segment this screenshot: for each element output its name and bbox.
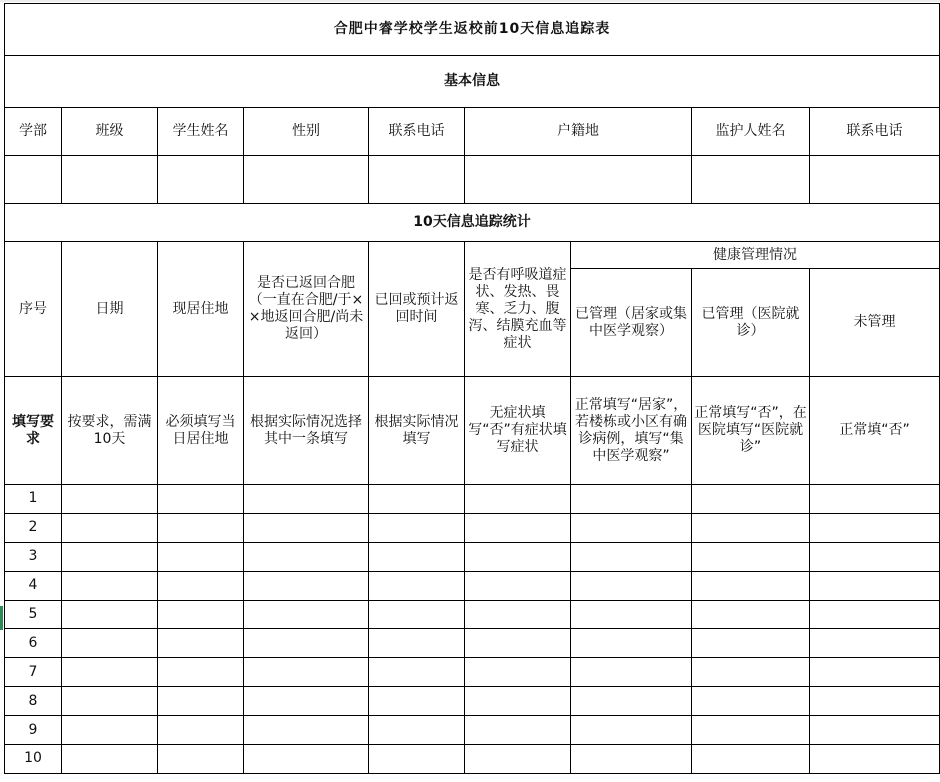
entry-cell[interactable] xyxy=(244,658,369,687)
input-guardian-name[interactable] xyxy=(692,156,810,204)
entry-cell[interactable] xyxy=(571,600,692,629)
req-date[interactable]: 按要求，需满10天 xyxy=(62,377,158,485)
row-number[interactable]: 3 xyxy=(5,542,62,571)
entry-cell[interactable] xyxy=(62,513,158,542)
entry-cell[interactable] xyxy=(810,485,940,514)
input-class[interactable] xyxy=(62,156,158,204)
entry-cell[interactable] xyxy=(465,513,571,542)
entry-cell[interactable] xyxy=(692,513,810,542)
entry-cell[interactable] xyxy=(244,745,369,774)
row-number[interactable]: 8 xyxy=(5,687,62,716)
header-symptoms[interactable]: 是否有呼吸道症状、发热、畏寒、乏力、腹泻、结膜充血等症状 xyxy=(465,242,571,377)
table-row xyxy=(5,716,940,745)
req-managed-home[interactable]: 正常填写“居家”，若楼栋或小区有确诊病例，填写“集中医学观察” xyxy=(571,377,692,485)
entry-cell[interactable] xyxy=(62,629,158,658)
entry-cell[interactable] xyxy=(244,629,369,658)
entry-cell[interactable] xyxy=(158,542,244,571)
req-managed-hospital[interactable]: 正常填写“否”，在医院填写“医院就诊” xyxy=(692,377,810,485)
entry-cell[interactable] xyxy=(62,571,158,600)
req-returned[interactable]: 根据实际情况选择其中一条填写 xyxy=(244,377,369,485)
entry-cell[interactable] xyxy=(692,571,810,600)
entry-cell[interactable] xyxy=(465,571,571,600)
entry-cell[interactable] xyxy=(692,542,810,571)
input-phone[interactable] xyxy=(369,156,465,204)
entry-cell[interactable] xyxy=(810,745,940,774)
entry-cell[interactable] xyxy=(571,745,692,774)
entry-cell[interactable] xyxy=(62,658,158,687)
entry-cell[interactable] xyxy=(369,485,465,514)
table-row xyxy=(5,485,940,514)
entry-cell[interactable] xyxy=(571,629,692,658)
entry-cell[interactable] xyxy=(158,629,244,658)
entry-cell[interactable] xyxy=(692,687,810,716)
row-number[interactable]: 7 xyxy=(5,658,62,687)
entry-cell[interactable] xyxy=(692,716,810,745)
entry-cell[interactable] xyxy=(158,571,244,600)
basic-input-row xyxy=(5,156,940,204)
entry-cell[interactable] xyxy=(158,687,244,716)
entry-cell[interactable] xyxy=(571,542,692,571)
entry-cell[interactable] xyxy=(692,485,810,514)
entry-cell[interactable] xyxy=(369,542,465,571)
entry-cell[interactable] xyxy=(158,485,244,514)
entry-cell[interactable] xyxy=(62,485,158,514)
entry-cell[interactable] xyxy=(465,485,571,514)
entry-cell[interactable] xyxy=(692,600,810,629)
row-number[interactable]: 5 xyxy=(5,600,62,629)
header-return-time[interactable]: 已回或预计返回时间 xyxy=(369,242,465,377)
header-returned[interactable]: 是否已返回合肥（一直在合肥/于××地返回合肥/尚未返回） xyxy=(244,242,369,377)
entry-cell[interactable] xyxy=(369,687,465,716)
header-health-management[interactable]: 健康管理情况 xyxy=(571,242,940,269)
entry-cell[interactable] xyxy=(369,716,465,745)
header-division[interactable]: 学部 xyxy=(5,108,62,156)
entry-cell[interactable] xyxy=(244,542,369,571)
entry-cell[interactable] xyxy=(369,629,465,658)
header-gender[interactable]: 性别 xyxy=(244,108,369,156)
tracking-form-table xyxy=(4,3,940,774)
row-selection-marker xyxy=(0,606,3,630)
entry-cell[interactable] xyxy=(465,658,571,687)
entry-cell[interactable] xyxy=(810,629,940,658)
requirements-label[interactable]: 填写要求 xyxy=(5,377,62,485)
entry-cell[interactable] xyxy=(465,745,571,774)
entry-cell[interactable] xyxy=(571,485,692,514)
entry-cell[interactable] xyxy=(810,600,940,629)
entry-cell[interactable] xyxy=(62,542,158,571)
row-number[interactable]: 4 xyxy=(5,571,62,600)
input-division[interactable] xyxy=(5,156,62,204)
row-number[interactable]: 2 xyxy=(5,513,62,542)
entry-cell[interactable] xyxy=(158,513,244,542)
entry-cell[interactable] xyxy=(62,600,158,629)
input-guardian-phone[interactable] xyxy=(810,156,940,204)
entry-cell[interactable] xyxy=(571,716,692,745)
entry-cell[interactable] xyxy=(571,513,692,542)
entry-cell[interactable] xyxy=(369,745,465,774)
header-managed-hospital[interactable]: 已管理（医院就诊） xyxy=(692,269,810,377)
entry-cell[interactable] xyxy=(810,571,940,600)
entry-cell[interactable] xyxy=(158,745,244,774)
row-number[interactable]: 10 xyxy=(5,745,62,774)
entry-cell[interactable] xyxy=(810,716,940,745)
header-managed-home[interactable]: 已管理（居家或集中医学观察） xyxy=(571,269,692,377)
entry-cell[interactable] xyxy=(465,687,571,716)
entry-cell[interactable] xyxy=(158,600,244,629)
row-number[interactable]: 1 xyxy=(5,485,62,514)
header-phone[interactable]: 联系电话 xyxy=(369,108,465,156)
header-residence[interactable]: 现居住地 xyxy=(158,242,244,377)
entry-cell[interactable] xyxy=(369,658,465,687)
entry-cell[interactable] xyxy=(810,658,940,687)
row-number[interactable]: 9 xyxy=(5,716,62,745)
entry-cell[interactable] xyxy=(158,658,244,687)
table-row xyxy=(5,745,940,774)
req-residence[interactable]: 必须填写当日居住地 xyxy=(158,377,244,485)
entry-cell[interactable] xyxy=(244,485,369,514)
header-student-name[interactable]: 学生姓名 xyxy=(158,108,244,156)
header-seq[interactable]: 序号 xyxy=(5,242,62,377)
entry-cell[interactable] xyxy=(369,600,465,629)
entry-cell[interactable] xyxy=(62,716,158,745)
req-return-time[interactable]: 根据实际情况填写 xyxy=(369,377,465,485)
entry-cell[interactable] xyxy=(465,600,571,629)
entry-cell[interactable] xyxy=(692,629,810,658)
basic-info-heading[interactable]: 基本信息 xyxy=(5,56,940,108)
req-symptoms[interactable]: 无症状填写“否”有症状填写症状 xyxy=(465,377,571,485)
entry-cell[interactable] xyxy=(244,716,369,745)
input-student-name[interactable] xyxy=(158,156,244,204)
entry-cell[interactable] xyxy=(158,716,244,745)
req-unmanaged[interactable]: 正常填“否” xyxy=(810,377,940,485)
entry-cell[interactable] xyxy=(244,600,369,629)
form-title[interactable]: 合肥中睿学校学生返校前10天信息追踪表 xyxy=(5,4,940,56)
table-row xyxy=(5,542,940,571)
header-household-registration[interactable]: 户籍地 xyxy=(465,108,692,156)
entry-cell[interactable] xyxy=(465,716,571,745)
tracking-heading[interactable]: 10天信息追踪统计 xyxy=(5,204,940,242)
header-class[interactable]: 班级 xyxy=(62,108,158,156)
entry-cell[interactable] xyxy=(571,687,692,716)
entry-cell[interactable] xyxy=(465,542,571,571)
entry-cell[interactable] xyxy=(465,629,571,658)
entry-cell[interactable] xyxy=(62,745,158,774)
table-row xyxy=(5,658,940,687)
basic-header-row xyxy=(5,108,940,156)
header-unmanaged[interactable]: 未管理 xyxy=(810,269,940,377)
table-row xyxy=(5,687,940,716)
entry-cell[interactable] xyxy=(810,513,940,542)
table-row xyxy=(5,629,940,658)
header-guardian-name[interactable]: 监护人姓名 xyxy=(692,108,810,156)
header-date[interactable]: 日期 xyxy=(62,242,158,377)
entry-cell[interactable] xyxy=(571,571,692,600)
entry-cell[interactable] xyxy=(810,687,940,716)
entry-cell[interactable] xyxy=(244,687,369,716)
header-guardian-phone[interactable]: 联系电话 xyxy=(810,108,940,156)
tracking-header-row-1 xyxy=(5,242,940,269)
entry-cell[interactable] xyxy=(244,513,369,542)
entry-cell[interactable] xyxy=(692,658,810,687)
input-household-registration[interactable] xyxy=(465,156,692,204)
table-row xyxy=(5,571,940,600)
entry-cell[interactable] xyxy=(369,571,465,600)
entry-cell[interactable] xyxy=(571,658,692,687)
entry-cell[interactable] xyxy=(369,513,465,542)
input-gender[interactable] xyxy=(244,156,369,204)
table-row xyxy=(5,513,940,542)
row-number[interactable]: 6 xyxy=(5,629,62,658)
entry-cell[interactable] xyxy=(62,687,158,716)
entry-cell[interactable] xyxy=(244,571,369,600)
entry-cell[interactable] xyxy=(810,542,940,571)
data-rows xyxy=(5,485,940,774)
table-row xyxy=(5,600,940,629)
entry-cell[interactable] xyxy=(692,745,810,774)
requirements-row xyxy=(5,377,940,485)
